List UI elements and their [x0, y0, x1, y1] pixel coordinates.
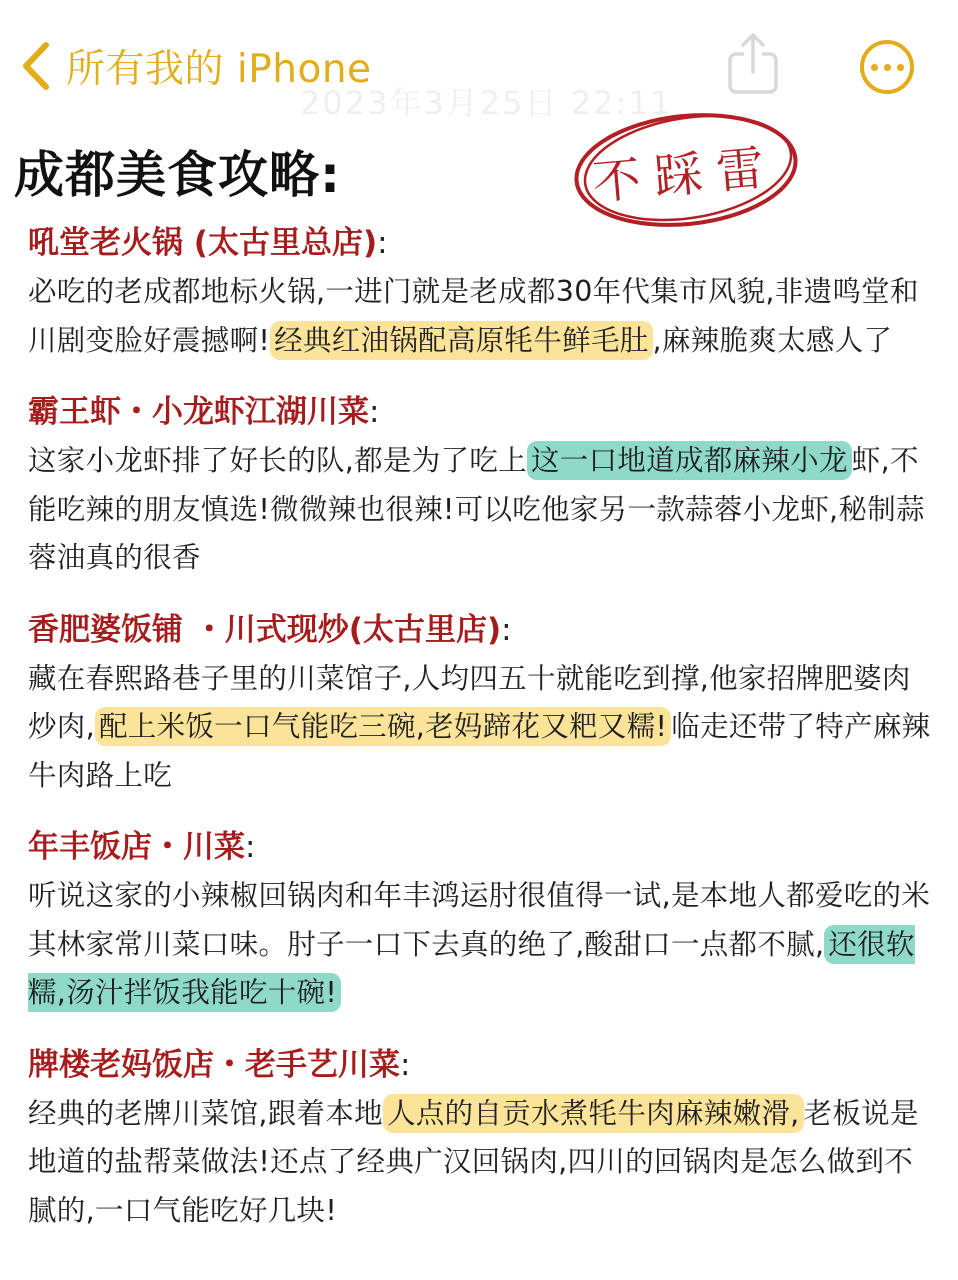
restaurant-heading: 牌楼老妈饭店・老手艺川菜: [28, 1046, 411, 1083]
restaurant-section [28, 822, 938, 1018]
stamp-badge [570, 108, 802, 232]
highlight-yellow: 经典红油锅配高原牦牛鲜毛肚 [270, 321, 652, 360]
ellipsis-icon [871, 64, 878, 71]
note-date: 2023年3月25日 22:11 [300, 84, 673, 122]
notes-toolbar [0, 0, 958, 130]
restaurant-heading: 霸王虾・小龙虾江湖川菜: [28, 394, 380, 430]
share-icon[interactable] [726, 30, 780, 96]
more-options-button[interactable] [860, 40, 914, 94]
highlight-yellow: 人点的自贡水煮牦牛肉麻辣嫩滑, [383, 1094, 804, 1133]
restaurant-heading: 年丰饭店・川菜: [28, 829, 256, 865]
restaurant-section [28, 218, 938, 365]
restaurant-section [28, 387, 938, 583]
note-body [28, 218, 938, 1257]
note-title: 成都美食攻略: [14, 146, 341, 204]
highlight-yellow: 配上米饭一口气能吃三碗,老妈蹄花又粑又糯! [95, 707, 671, 746]
back-label: 所有我的 iPhone [66, 47, 372, 92]
restaurant-description: 经典的老牌川菜馆,跟着本地 人点的自贡水煮牦牛肉麻辣嫩滑, 老板说是地道的盐帮菜做法!还点了经典广汉回锅肉,四川的回锅肉是怎么做到不腻的,一口气能吃好几块! [28, 1090, 938, 1236]
restaurant-section [28, 605, 938, 801]
highlight-teal: 还很软糯,汤汁拌饭我能吃十碗! [28, 925, 915, 1013]
highlight-teal: 这一口地道成都麻辣小龙 [527, 441, 852, 480]
restaurant-section [28, 1040, 938, 1236]
chevron-left-icon [18, 39, 52, 93]
restaurant-heading: 吼堂老火锅 (太古里总店): [28, 225, 388, 261]
restaurant-description: 听说这家的小辣椒回锅肉和年丰鸿运肘很值得一试,是本地人都爱吃的米其林家常川菜口味。肘子一口下去真的绝了,酸甜口一点都不腻, 还很软糯,汤汁拌饭我能吃十碗! [28, 872, 938, 1018]
restaurant-description: 这家小龙虾排了好长的队,都是为了吃上 这一口地道成都麻辣小龙 虾,不能吃辣的朋友慎选!微微辣也很辣!可以吃他家另一款蒜蓉小龙虾,秘制蒜蓉油真的很香 [28, 437, 938, 583]
restaurant-description: 必吃的老成都地标火锅,一进门就是老成都30年代集市风貌,非遗鸣堂和川剧变脸好震撼啊! 经典红油锅配高原牦牛鲜毛肚 ,麻辣脆爽太感人了 [28, 268, 938, 365]
restaurant-description: 藏在春熙路巷子里的川菜馆子,人均四五十就能吃到撑,他家招牌肥婆肉炒肉, 配上米饭一口气能吃三碗,老妈蹄花又粑又糯! 临走还带了特产麻辣牛肉路上吃 [28, 661, 931, 792]
stamp-text: 不踩雷 [590, 139, 781, 212]
restaurant-heading: 香肥婆饭铺 ・川式现炒(太古里店): [28, 611, 512, 648]
